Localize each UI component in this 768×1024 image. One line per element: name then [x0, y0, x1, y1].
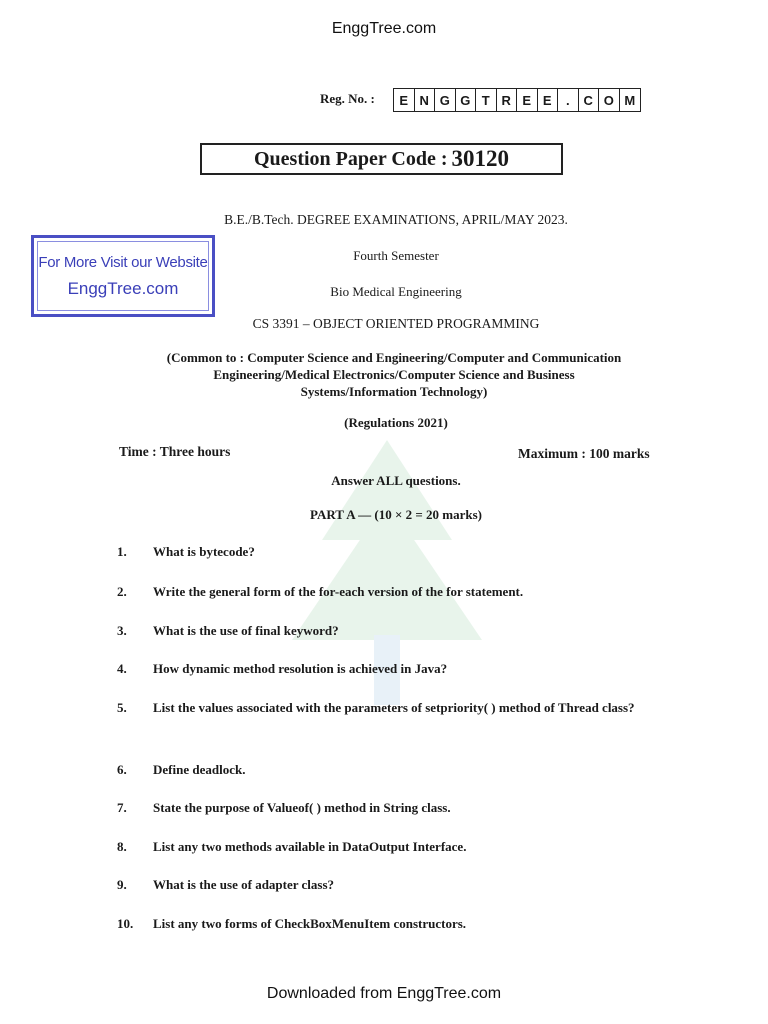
- part-a-heading: PART A — (10 × 2 = 20 marks): [309, 507, 483, 522]
- common-to-line: Systems/Information Technology): [300, 384, 488, 399]
- maximum-marks: Maximum : 100 marks: [518, 446, 650, 461]
- reg-no-char: M: [624, 92, 636, 108]
- question-text: What is bytecode?: [153, 544, 255, 559]
- watermark-line-2: EnggTree.com: [67, 278, 179, 298]
- question-paper-code: 30120: [451, 146, 509, 171]
- question-text: List the values associated with the parameters of setpriority( ) method of Thread class?: [153, 700, 635, 715]
- question-item: [117, 758, 667, 781]
- watermark-line-1: For More Visit our Website: [38, 253, 208, 271]
- question-number: 4.: [117, 661, 127, 676]
- question-text: List any two forms of CheckBoxMenuItem constructors.: [153, 916, 467, 931]
- question-item: [117, 835, 667, 858]
- exam-title: B.E./B.Tech. DEGREE EXAMINATIONS, APRIL/MAY 2023.: [224, 212, 568, 227]
- question-text: List any two methods available in DataOutput Interface.: [153, 839, 467, 854]
- question-number: 7.: [117, 800, 127, 815]
- reg-no-char: E: [538, 89, 559, 111]
- question-text: State the purpose of Valueof( ) method in String class.: [153, 800, 451, 815]
- site-footer: Downloaded from EnggTree.com: [266, 985, 502, 1002]
- question-paper-code-box: [200, 143, 563, 175]
- instruction: Answer ALL questions.: [331, 473, 461, 488]
- reg-no-char: E: [394, 89, 415, 111]
- site-header: EnggTree.com: [331, 20, 437, 37]
- question-number: 2.: [117, 584, 127, 599]
- question-item: [117, 657, 667, 680]
- reg-no-char: O: [599, 89, 620, 111]
- question-text: Define deadlock.: [153, 762, 246, 777]
- course-title: CS 3391 – OBJECT ORIENTED PROGRAMMING: [252, 316, 540, 331]
- reg-no-char: C: [579, 89, 600, 111]
- reg-no-char: G: [435, 89, 456, 111]
- question-number: 1.: [117, 544, 127, 559]
- question-number: 10.: [117, 916, 134, 931]
- question-number: 8.: [117, 839, 127, 854]
- question-number: 5.: [117, 700, 127, 715]
- common-to-line: Engineering/Medical Electronics/Computer Science and Business: [213, 367, 575, 382]
- question-number: 3.: [117, 623, 127, 638]
- reg-no-char: R: [497, 89, 518, 111]
- reg-no-char: N: [415, 89, 436, 111]
- question-item: [117, 580, 667, 603]
- reg-no-char: E: [517, 89, 538, 111]
- question-text: How dynamic method resolution is achieved in Java?: [153, 661, 448, 676]
- question-item: [117, 796, 667, 819]
- question-text: What is the use of adapter class?: [153, 877, 335, 892]
- question-item: [117, 540, 667, 563]
- reg-no-char: T: [476, 89, 497, 111]
- question-item: [117, 619, 667, 642]
- reg-no-char: .: [558, 89, 579, 111]
- question-text: Write the general form of the for-each version of the for statement.: [153, 584, 524, 599]
- reg-no-char: G: [456, 89, 477, 111]
- question-number: 9.: [117, 877, 127, 892]
- common-to-line: (Common to : Computer Science and Engineering/Computer and Communication: [166, 350, 622, 365]
- reg-no-label: Reg. No. :: [320, 91, 375, 106]
- department: Bio Medical Engineering: [330, 284, 462, 299]
- question-paper-code-label: Question Paper Code :: [253, 147, 448, 170]
- question-item: [117, 696, 667, 719]
- question-item: [117, 873, 667, 896]
- question-item: [117, 912, 667, 935]
- reg-no-boxes: [393, 88, 641, 112]
- time-allowed: Time : Three hours: [119, 444, 231, 459]
- common-to-note: [110, 349, 678, 400]
- question-text: What is the use of final keyword?: [153, 623, 339, 638]
- semester: Fourth Semester: [353, 248, 439, 263]
- question-number: 6.: [117, 762, 127, 777]
- regulations: (Regulations 2021): [344, 415, 448, 430]
